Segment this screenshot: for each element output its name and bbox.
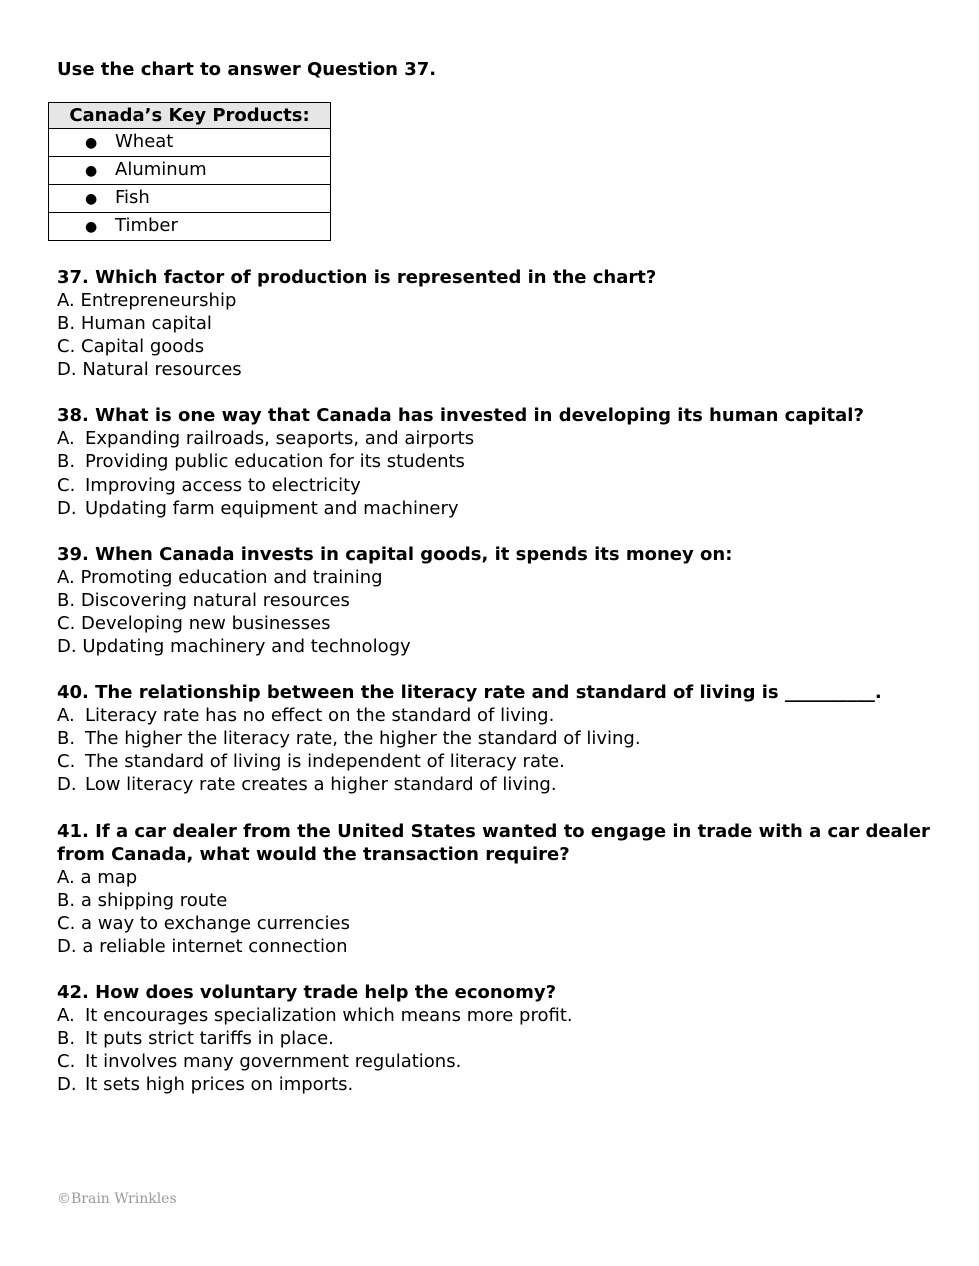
option-letter: C. bbox=[57, 751, 76, 773]
option-text: It puts strict tariffs in place. bbox=[85, 1027, 334, 1049]
option-text: Improving access to electricity bbox=[85, 474, 361, 496]
answer-option bbox=[57, 497, 937, 520]
bullet-icon: ● bbox=[85, 163, 98, 179]
option-letter: A. bbox=[57, 290, 75, 311]
option-text: Developing new businesses bbox=[81, 612, 331, 634]
option-letter: D. bbox=[57, 935, 77, 957]
option-letter: A. bbox=[57, 428, 75, 450]
option-text: Entrepreneurship bbox=[80, 290, 237, 311]
bullet-icon: ● bbox=[85, 219, 98, 235]
answer-option bbox=[57, 589, 937, 612]
answer-option bbox=[57, 704, 937, 727]
option-letter: A. bbox=[57, 566, 75, 588]
chart-instruction: Use the chart to answer Question 37. bbox=[57, 59, 437, 80]
option-text: a shipping route bbox=[80, 889, 228, 911]
option-text: a way to exchange currencies bbox=[81, 912, 350, 934]
option-letter: A. bbox=[57, 1004, 75, 1026]
option-letter: B. bbox=[57, 451, 76, 473]
option-letter: D. bbox=[57, 774, 77, 796]
option-text: a reliable internet connection bbox=[82, 935, 348, 957]
answer-option bbox=[57, 912, 937, 935]
answer-option bbox=[57, 612, 937, 635]
question-block bbox=[57, 820, 937, 958]
answer-option bbox=[57, 635, 937, 658]
chart-item: ● Fish bbox=[49, 185, 331, 213]
answer-option bbox=[57, 866, 937, 889]
question-block bbox=[57, 981, 937, 1096]
option-letter: A. bbox=[57, 705, 75, 727]
answer-option bbox=[57, 289, 937, 312]
chart-header: Canada’s Key Products: bbox=[49, 103, 331, 129]
option-text: It sets high prices on imports. bbox=[85, 1074, 354, 1096]
question-text: 40. The relationship between the literacy rate and standard of living is __________. bbox=[57, 682, 882, 704]
chart-item: ● Wheat bbox=[49, 129, 331, 157]
option-text: Human capital bbox=[80, 313, 212, 335]
option-letter: C. bbox=[57, 336, 76, 358]
option-letter: C. bbox=[57, 912, 76, 934]
option-letter: B. bbox=[57, 1027, 76, 1049]
answer-option bbox=[57, 474, 937, 497]
option-text: Expanding railroads, seaports, and airports bbox=[85, 428, 475, 450]
chart-item: ● Aluminum bbox=[49, 157, 331, 185]
option-letter: B. bbox=[57, 313, 76, 335]
option-text: Low literacy rate creates a higher standard of living. bbox=[85, 774, 557, 796]
answer-option bbox=[57, 750, 937, 773]
question-block bbox=[57, 681, 937, 796]
option-letter: C. bbox=[57, 474, 76, 496]
question-text: 41. If a car dealer from the United States wanted to engage in trade with a car dealer from Canada, what would the transaction require? bbox=[57, 820, 930, 865]
answer-option bbox=[57, 1050, 937, 1073]
answer-option bbox=[57, 566, 937, 589]
option-letter: D. bbox=[57, 359, 77, 381]
question-block bbox=[57, 543, 937, 658]
chart-item: ● Timber bbox=[49, 213, 331, 241]
option-text: Updating machinery and technology bbox=[82, 636, 411, 658]
option-text: Discovering natural resources bbox=[80, 589, 350, 611]
option-text: The higher the literacy rate, the higher the standard of living. bbox=[85, 728, 641, 750]
answer-option bbox=[57, 427, 937, 450]
option-letter: C. bbox=[57, 1051, 76, 1073]
option-letter: A. bbox=[57, 866, 75, 888]
option-letter: B. bbox=[57, 889, 76, 911]
key-products-chart bbox=[48, 102, 331, 241]
copyright-footer: ©Brain Wrinkles bbox=[57, 1191, 177, 1207]
answer-option bbox=[57, 358, 937, 381]
option-text: a map bbox=[80, 866, 138, 888]
option-text: Promoting education and training bbox=[80, 566, 383, 588]
question-block bbox=[57, 266, 937, 381]
answer-option bbox=[57, 727, 937, 750]
question-text: 38. What is one way that Canada has invested in developing its human capital? bbox=[57, 405, 864, 427]
option-text: The standard of living is independent of literacy rate. bbox=[85, 751, 565, 773]
bullet-icon: ● bbox=[85, 191, 98, 207]
question-block bbox=[57, 404, 937, 519]
worksheet-page bbox=[57, 58, 937, 1096]
bullet-icon: ● bbox=[85, 135, 98, 151]
option-text: Literacy rate has no effect on the standard of living. bbox=[85, 705, 555, 727]
option-letter: D. bbox=[57, 1074, 77, 1096]
question-list bbox=[57, 266, 937, 1119]
answer-option bbox=[57, 312, 937, 335]
option-text: Providing public education for its students bbox=[85, 451, 465, 473]
option-text: It encourages specialization which means more profit. bbox=[85, 1004, 573, 1026]
option-text: It involves many government regulations. bbox=[85, 1051, 462, 1073]
answer-option bbox=[57, 935, 937, 958]
option-letter: B. bbox=[57, 589, 76, 611]
answer-option bbox=[57, 1073, 937, 1096]
option-text: Natural resources bbox=[82, 359, 242, 381]
question-text: 37. Which factor of production is represented in the chart? bbox=[57, 267, 657, 288]
option-text: Updating farm equipment and machinery bbox=[85, 497, 459, 519]
option-text: Capital goods bbox=[81, 336, 205, 358]
answer-option bbox=[57, 889, 937, 912]
answer-option bbox=[57, 1027, 937, 1050]
question-text: 42. How does voluntary trade help the economy? bbox=[57, 981, 557, 1003]
question-text: 39. When Canada invests in capital goods, it spends its money on: bbox=[57, 543, 733, 565]
answer-option bbox=[57, 335, 937, 358]
option-letter: B. bbox=[57, 728, 76, 750]
answer-option bbox=[57, 773, 937, 796]
option-letter: C. bbox=[57, 612, 76, 634]
option-letter: D. bbox=[57, 636, 77, 658]
option-letter: D. bbox=[57, 497, 77, 519]
answer-option bbox=[57, 1004, 937, 1027]
answer-option bbox=[57, 450, 937, 473]
